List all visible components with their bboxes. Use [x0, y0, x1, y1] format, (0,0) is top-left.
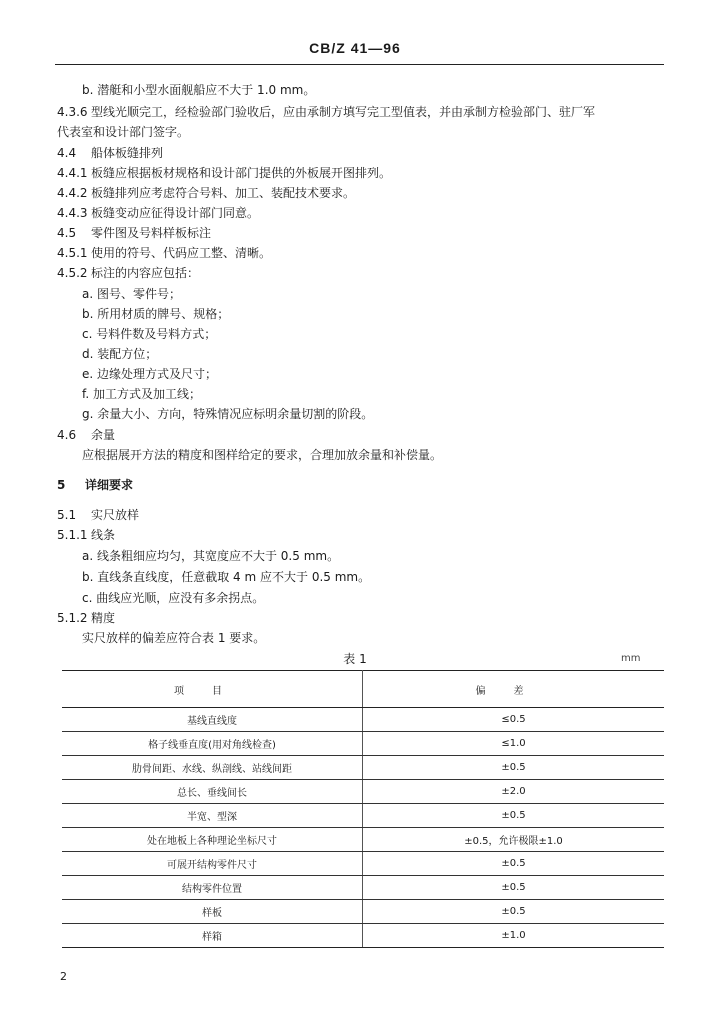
page-number: 2	[60, 970, 67, 983]
table-row	[62, 924, 664, 948]
row-item: 肋骨间距、水线、纵剖线、站线间距	[62, 756, 363, 780]
table-row	[62, 804, 664, 828]
row-item: 样板	[62, 900, 363, 924]
row-item: 可展开结构零件尺寸	[62, 852, 363, 876]
row-deviation: ±2.0	[363, 780, 665, 804]
list-item-b: b. 所用材质的牌号、规格；	[82, 307, 230, 321]
table-header-row	[62, 671, 664, 708]
section-5-heading: 5 详细要求	[57, 478, 134, 492]
list-item-g: g. 余量大小、方向，特殊情况应标明余量切割的阶段。	[82, 407, 374, 421]
row-item: 处在地板上各种理论坐标尺寸	[62, 828, 363, 852]
row-deviation: ±0.5	[363, 804, 665, 828]
clause-4-3-6: 4.3.6 型线光顺完工，经检验部门验收后，应由承制方填写完工型值表，并由承制方检验部门、驻厂军	[57, 105, 596, 119]
list-item-a: a. 图号、零件号；	[82, 287, 181, 301]
row-item: 样箱	[62, 924, 363, 948]
table-row	[62, 876, 664, 900]
list-item-e: e. 边缘处理方式及尺寸；	[82, 367, 218, 381]
table-row	[62, 780, 664, 804]
table-row	[62, 756, 664, 780]
clause-5-1-1: 5.1.1 线条	[57, 528, 116, 542]
clause-5-1-2-body: 实尺放样的偏差应符合表 1 要求。	[82, 631, 266, 645]
clause-4-6-body: 应根据展开方法的精度和图样给定的要求，合理加放余量和补偿量。	[82, 448, 443, 462]
line-req-b: b. 直线条直线度，任意截取 4 m 应不大于 0.5 mm。	[82, 570, 371, 584]
row-deviation: ±0.5	[363, 756, 665, 780]
row-deviation: ±0.5，允许极限±1.0	[363, 828, 665, 852]
clause-4-4-1: 4.4.1 板缝应根据板材规格和设计部门提供的外板展开图排列。	[57, 166, 392, 180]
row-deviation: ≤1.0	[363, 732, 665, 756]
header-item: 项目	[62, 671, 363, 708]
table-row	[62, 900, 664, 924]
table-row	[62, 732, 664, 756]
clause-4-3-6-cont: 代表室和设计部门签字。	[57, 125, 190, 139]
table-row	[62, 708, 664, 732]
list-item-c: c. 号料件数及号料方式；	[82, 327, 217, 341]
clause-5-1-2: 5.1.2 精度	[57, 611, 116, 625]
header-rule	[55, 64, 664, 65]
clause-5-1: 5.1 实尺放样	[57, 508, 140, 522]
row-deviation: ±0.5	[363, 852, 665, 876]
clause-4-5: 4.5 零件图及号料样板标注	[57, 226, 212, 240]
header-deviation: 偏差	[363, 671, 665, 708]
line-req-c: c. 曲线应光顺，应没有多余拐点。	[82, 591, 265, 605]
row-deviation: ≤0.5	[363, 708, 665, 732]
table-row	[62, 828, 664, 852]
row-item: 总长、垂线间长	[62, 780, 363, 804]
row-item: 结构零件位置	[62, 876, 363, 900]
row-deviation: ±0.5	[363, 876, 665, 900]
row-item: 基线直线度	[62, 708, 363, 732]
item-b-submarine: b. 潜艇和小型水面舰船应不大于 1.0 mm。	[82, 83, 316, 97]
clause-4-4-3: 4.4.3 板缝变动应征得设计部门同意。	[57, 206, 260, 220]
clause-4-4-2: 4.4.2 板缝排列应考虑符合号料、加工、装配技术要求。	[57, 186, 356, 200]
table-title: 表 1	[343, 652, 367, 666]
clause-4-5-2: 4.5.2 标注的内容应包括：	[57, 266, 200, 280]
deviation-table	[62, 670, 664, 948]
standard-code: CB/Z 41—96	[309, 40, 401, 56]
list-item-f: f. 加工方式及加工线；	[82, 387, 201, 401]
row-item: 格子线垂直度(用对角线检查)	[62, 732, 363, 756]
table-row	[62, 852, 664, 876]
clause-4-6: 4.6 余量	[57, 428, 116, 442]
clause-4-4: 4.4 船体板缝排列	[57, 146, 164, 160]
row-item: 半宽、型深	[62, 804, 363, 828]
clause-4-5-1: 4.5.1 使用的符号、代码应工整、清晰。	[57, 246, 272, 260]
table-unit: mm	[621, 653, 641, 664]
row-deviation: ±1.0	[363, 924, 665, 948]
list-item-d: d. 装配方位；	[82, 347, 158, 361]
line-req-a: a. 线条粗细应均匀，其宽度应不大于 0.5 mm。	[82, 549, 340, 563]
row-deviation: ±0.5	[363, 900, 665, 924]
